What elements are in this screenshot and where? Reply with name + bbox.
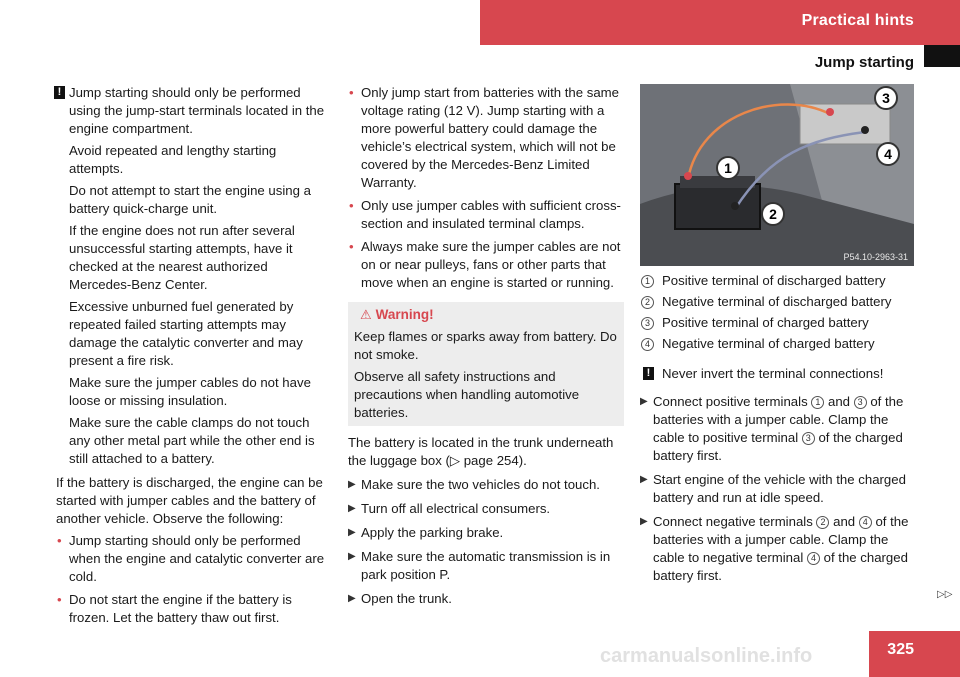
column-2	[348, 84, 624, 614]
warning-text: Observe all safety instructions and precautions when handling automotive batteries.	[354, 369, 580, 420]
page-number: 325	[887, 641, 914, 658]
legend-number: 1	[641, 275, 654, 288]
terminal-number: 4	[859, 516, 872, 529]
list-item: • Only use jumper cables with sufficient cross-section and insulated terminal clamps.	[349, 198, 621, 231]
bullet-icon: •	[349, 85, 354, 100]
caution-text: Avoid repeated and lengthy starting attempts.	[69, 143, 277, 176]
watermark: carmanualsonline.info	[600, 645, 813, 667]
header-tab-marker	[924, 45, 960, 67]
section-title: Practical hints	[801, 12, 914, 29]
step-arrow-icon: ▶	[348, 479, 356, 490]
step-item: ▶ Connect negative terminals 2 and 4 of the batteries with a jumper cable. Clamp the cable to negative terminal 4 of the charged battery first.	[640, 514, 909, 583]
jump-start-photo	[640, 84, 914, 266]
caution-icon: !	[54, 86, 65, 99]
step-arrow-icon: ▶	[640, 396, 648, 407]
step-item: ▶ Start engine of the vehicle with the charged battery and run at idle speed.	[640, 472, 906, 505]
step-arrow-icon: ▶	[348, 527, 356, 538]
column-3	[640, 84, 916, 591]
list-item: • Jump starting should only be performed when the engine and catalytic converter are cold.	[57, 533, 325, 584]
caution-text: Jump starting should only be performed using the jump-start terminals located in the engine compartment.	[69, 85, 325, 136]
intro-paragraph: If the battery is discharged, the engine can be started with jumper cables and the battery of another vehicle. Observe the following:	[56, 475, 323, 526]
callout-3: 3	[882, 90, 890, 106]
caution-text: Do not attempt to start the engine using a battery quick-charge unit.	[69, 183, 311, 216]
bullet-icon: •	[349, 239, 354, 254]
bullet-icon: •	[57, 533, 62, 548]
step-item: ▶ Turn off all electrical consumers.	[348, 501, 551, 516]
bullet-icon: •	[57, 592, 62, 607]
warning-box	[348, 302, 624, 426]
callout-4: 4	[884, 146, 892, 162]
terminal-number: 3	[802, 432, 815, 445]
step-item: ▶ Open the trunk.	[348, 591, 452, 606]
legend-item: 3 Positive terminal of charged battery	[640, 314, 916, 332]
subsection-title: Jump starting	[814, 54, 914, 71]
caution-icon: !	[643, 367, 654, 380]
callout-1: 1	[724, 160, 732, 176]
legend-item: 2 Negative terminal of discharged battery	[640, 293, 916, 311]
warning-title: ⚠ Warning!	[360, 307, 434, 322]
photo-code: P54.10-2963-31	[843, 252, 908, 262]
column-1	[56, 84, 332, 632]
terminal-number: 1	[811, 396, 824, 409]
caution-text: If the engine does not run after several unsuccessful starting attempts, have it checked at the nearest authorized Mercedes-Benz Center.	[69, 223, 295, 292]
list-item: • Do not start the engine if the battery is frozen. Let the battery thaw out first.	[57, 592, 292, 625]
caution-text: Excessive unburned fuel generated by repeated failed starting attempts may damage the catalytic converter and may present a fire risk.	[69, 299, 303, 368]
step-arrow-icon: ▶	[348, 593, 356, 604]
list-item: • Only jump start from batteries with the same voltage rating (12 V). Jump starting with a more powerful battery could damage the vehicle’s electrical system, which will not be covered by the Mercedes-Benz Limited Warranty.	[349, 85, 619, 190]
list-item: • Always make sure the jumper cables are not on or near pulleys, fans or other parts that move when an engine is started or running.	[349, 239, 621, 290]
legend-item: 4 Negative terminal of charged battery	[640, 335, 916, 353]
warning-text: Keep flames or sparks away from battery. Do not smoke.	[354, 329, 617, 362]
step-item: ▶ Make sure the automatic transmission is in park position P.	[348, 549, 611, 582]
caution-note	[56, 84, 332, 138]
terminal-number: 2	[816, 516, 829, 529]
step-arrow-icon: ▶	[348, 503, 356, 514]
terminal-number: 3	[854, 396, 867, 409]
continue-arrows-icon: ▷▷	[937, 589, 953, 600]
step-item: ▶ Connect positive terminals 1 and 3 of the batteries with a jumper cable. Clamp the cable to positive terminal 3 of the charged battery first.	[640, 394, 904, 463]
caution-text: Make sure the jumper cables do not have loose or missing insulation.	[69, 375, 311, 408]
warning-triangle-icon: ⚠	[360, 307, 372, 322]
step-item: ▶ Make sure the two vehicles do not touch.	[348, 477, 600, 492]
step-arrow-icon: ▶	[640, 474, 648, 485]
legend-number: 4	[641, 338, 654, 351]
terminal-number: 4	[807, 552, 820, 565]
page-number-box	[869, 631, 960, 677]
legend-number: 3	[641, 317, 654, 330]
bullet-icon: •	[349, 198, 354, 213]
step-arrow-icon: ▶	[348, 551, 356, 562]
caution-note: ! Never invert the terminal connections!	[640, 365, 916, 383]
caution-text: Make sure the cable clamps do not touch any other metal part while the other end is still attached to a battery.	[69, 415, 315, 466]
jump-start-illustration	[640, 84, 914, 266]
legend-item: 1 Positive terminal of discharged battery	[640, 272, 916, 290]
step-item: ▶ Apply the parking brake.	[348, 525, 504, 540]
battery-location-text: The battery is located in the trunk underneath the luggage box (▷ page 254).	[348, 435, 614, 468]
callout-2: 2	[769, 206, 777, 222]
legend-number: 2	[641, 296, 654, 309]
step-arrow-icon: ▶	[640, 516, 648, 527]
